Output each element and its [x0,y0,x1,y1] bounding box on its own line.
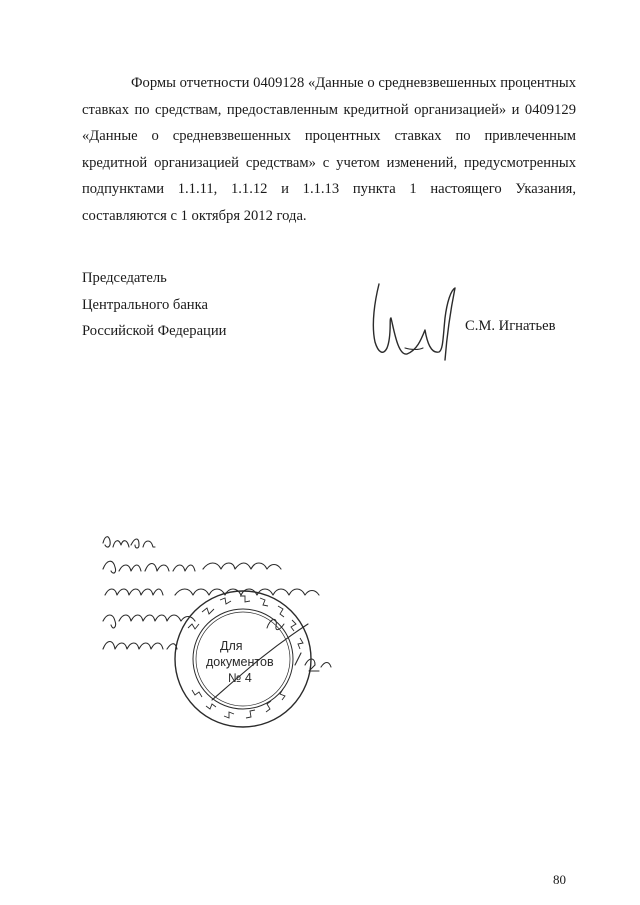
signer-name: С.М. Игнатьев [465,318,556,334]
stamp-line-2: документов [206,655,274,669]
body-paragraph: Формы отчетности 0409128 «Данные о средневзвешенных процентных ставках по средствам, предоставленным кредитной организацией» и 0409129 «Данные о средневзвешенных процентных ставках по привлеченным кредитной организацией средствам» с учетом изменений, предусмотренных подпунктами 1.1.11, 1.1.12 и 1.1.13 пункта 1 настоящего Указания, составляются с 1 октября 2012 года. [82,75,576,224]
stamp-inner-text [172,588,314,730]
stamp-line-3: № 4 [228,671,252,685]
stamp-line-1: Для [220,639,243,653]
signer-title-block [82,265,227,345]
handwritten-signature [365,278,460,373]
signer-title-line-1: Председатель [82,270,167,286]
signer-title-line-3: Российской Федерации [82,323,227,340]
page-number: 80 [553,872,566,887]
signer-title-line-2: Центрального банка [82,296,208,313]
